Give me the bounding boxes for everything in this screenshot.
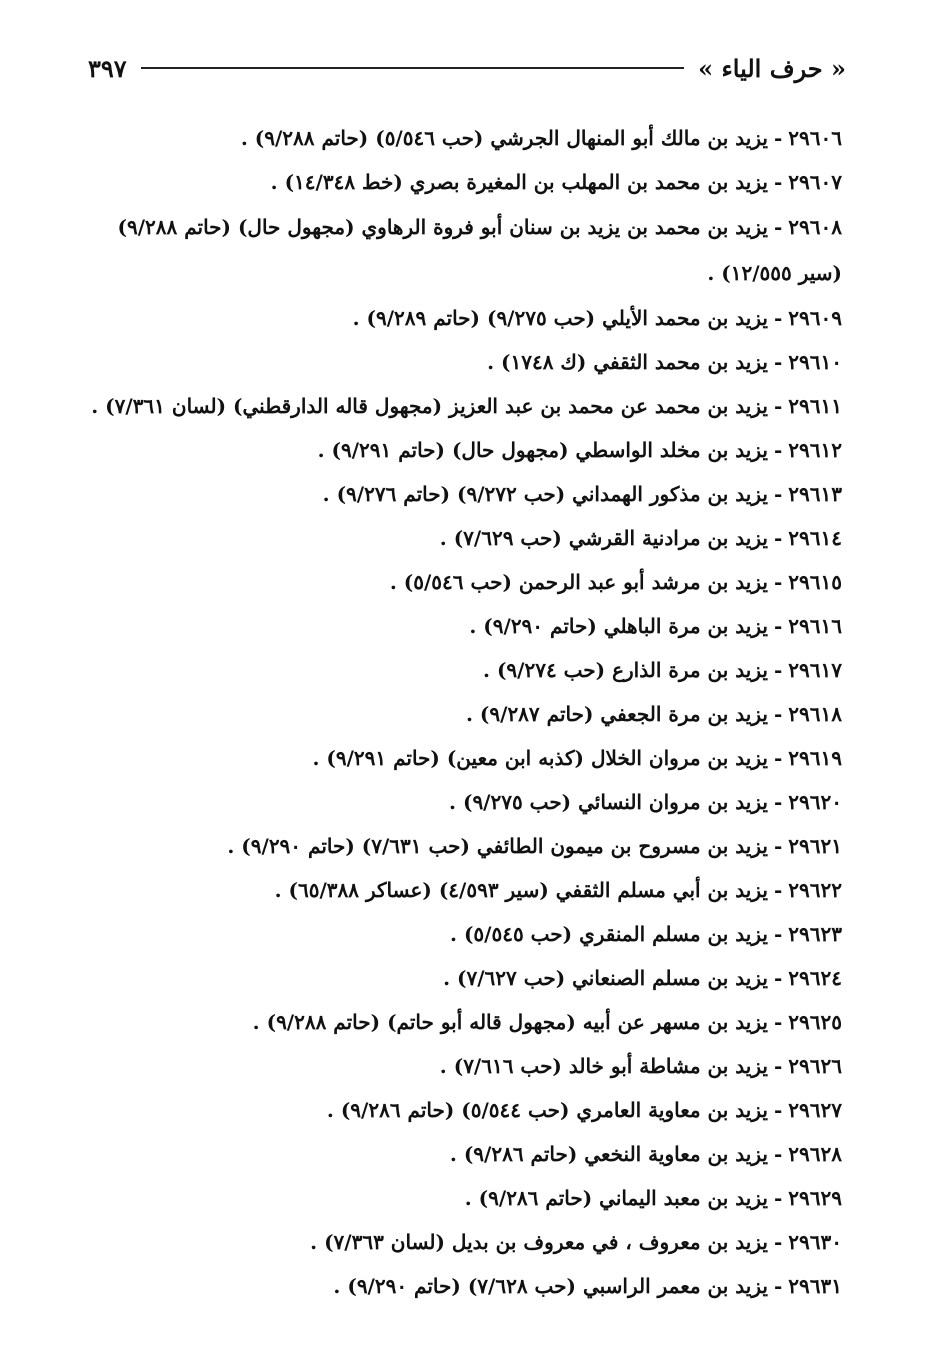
- entry-number: ٢٩٦١٢: [788, 438, 842, 462]
- entry-separator: -: [773, 570, 783, 594]
- entry-text: يزيد بن مرة الجعفي (حاتم ٩/٢٨٧) .: [466, 702, 768, 726]
- entry-separator: -: [773, 658, 783, 682]
- entry-number: ٢٩٦٢١: [788, 834, 842, 858]
- list-item: [80, 384, 842, 428]
- entry-number: ٢٩٦٢٧: [788, 1098, 842, 1122]
- entry-text: يزيد بن محمد بن يزيد بن سنان أبو فروة الرهاوي (مجهول حال) (حاتم ٩/٢٨٨) (سير ١٢/٥٥٥) .: [117, 215, 842, 285]
- entry-number: ٢٩٦٢٢: [788, 878, 842, 902]
- chapter-title: « حرف الياء »: [698, 53, 846, 83]
- entry-text: يزيد بن معروف ، في معروف بن بديل (لسان ٧/٣٦٣) .: [310, 1230, 768, 1254]
- list-item: [80, 824, 842, 868]
- list-item: [80, 604, 842, 648]
- entry-number: ٢٩٦١٩: [788, 746, 842, 770]
- entry-separator: -: [773, 834, 783, 858]
- entry-separator: -: [773, 746, 783, 770]
- entry-text: يزيد بن مذكور الهمداني (حب ٩/٢٧٢) (حاتم ٩/٢٧٦) .: [322, 482, 768, 506]
- list-item: [80, 472, 842, 516]
- list-item: [80, 1132, 842, 1176]
- entry-text: يزيد بن مرة الذارع (حب ٩/٢٧٤) .: [483, 658, 768, 682]
- list-item: [80, 340, 842, 384]
- entry-number: ٢٩٦١٤: [788, 526, 842, 550]
- list-item: [80, 1264, 842, 1308]
- entry-number: ٢٩٦١٣: [788, 482, 842, 506]
- entry-separator: -: [773, 878, 783, 902]
- entry-text: يزيد بن مرة الباهلي (حاتم ٩/٢٩٠) .: [469, 614, 768, 638]
- entry-text: يزيد بن مالك أبو المنهال الجرشي (حب ٥/٥٤٦) (حاتم ٩/٢٨٨) .: [240, 126, 768, 150]
- entry-separator: -: [773, 215, 783, 239]
- list-item: [80, 560, 842, 604]
- entry-text: يزيد بن معبد اليماني (حاتم ٩/٢٨٦) .: [464, 1186, 768, 1210]
- entry-number: ٢٩٦١١: [788, 394, 842, 418]
- entry-number: ٢٩٦١٥: [788, 570, 842, 594]
- page-header: [88, 50, 846, 86]
- list-item: [80, 1220, 842, 1264]
- list-item: [80, 428, 842, 472]
- entry-text: يزيد بن محمد الأيلي (حب ٩/٢٧٥) (حاتم ٩/٢٨٩) .: [352, 306, 768, 330]
- entry-separator: -: [773, 1054, 783, 1078]
- entry-number: ٢٩٦١٠: [788, 350, 842, 374]
- entry-list: [80, 116, 842, 1308]
- entry-text: يزيد بن مسروح بن ميمون الطائفي (حب ٧/٦٣١) (حاتم ٩/٢٩٠) .: [227, 834, 768, 858]
- entry-number: ٢٩٦٢٠: [788, 790, 842, 814]
- list-item: [80, 1088, 842, 1132]
- entry-number: ٢٩٦١٨: [788, 702, 842, 726]
- list-item: [80, 204, 842, 296]
- list-item: [80, 296, 842, 340]
- entry-number: ٢٩٦٢٨: [788, 1142, 842, 1166]
- list-item: [80, 160, 842, 204]
- list-item: [80, 736, 842, 780]
- list-item: [80, 956, 842, 1000]
- entry-number: ٢٩٦٣٠: [788, 1230, 842, 1254]
- entry-separator: -: [773, 1098, 783, 1122]
- entry-number: ٢٩٦٠٧: [788, 170, 842, 194]
- entry-separator: -: [773, 1186, 783, 1210]
- entry-number: ٢٩٦٠٩: [788, 306, 842, 330]
- entry-text: يزيد بن مسلم المنقري (حب ٥/٥٤٥) .: [450, 922, 768, 946]
- entry-separator: -: [773, 170, 783, 194]
- list-item: [80, 648, 842, 692]
- entry-number: ٢٩٦٠٨: [788, 215, 842, 239]
- entry-text: يزيد بن أبي مسلم الثقفي (سير ٤/٥٩٣) (عساكر ٦٥/٣٨٨) .: [274, 878, 768, 902]
- entry-separator: -: [773, 1142, 783, 1166]
- entry-separator: -: [773, 922, 783, 946]
- entry-separator: -: [773, 790, 783, 814]
- entry-text: يزيد بن محمد بن المهلب بن المغيرة بصري (خط ١٤/٣٤٨) .: [270, 170, 768, 194]
- entry-number: ٢٩٦٢٤: [788, 966, 842, 990]
- entry-number: ٢٩٦١٦: [788, 614, 842, 638]
- entry-number: ٢٩٦١٧: [788, 658, 842, 682]
- entry-separator: -: [773, 702, 783, 726]
- header-rule: [141, 67, 684, 69]
- list-item: [80, 868, 842, 912]
- entry-separator: -: [773, 350, 783, 374]
- entry-separator: -: [773, 482, 783, 506]
- list-item: [80, 116, 842, 160]
- entry-separator: -: [773, 1230, 783, 1254]
- list-item: [80, 516, 842, 560]
- entry-text: يزيد بن مسلم الصنعاني (حب ٧/٦٢٧) .: [443, 966, 768, 990]
- entry-text: يزيد بن معاوية العامري (حب ٥/٥٤٤) (حاتم ٩/٢٨٦) .: [326, 1098, 768, 1122]
- entry-separator: -: [773, 526, 783, 550]
- entry-number: ٢٩٦٠٦: [788, 126, 842, 150]
- entry-number: ٢٩٦٢٦: [788, 1054, 842, 1078]
- entry-separator: -: [773, 614, 783, 638]
- entry-text: يزيد بن محمد الثقفي (ك ١٧٤٨) .: [487, 350, 768, 374]
- entry-text: يزيد بن مشاطة أبو خالد (حب ٧/٦١٦) .: [439, 1054, 768, 1078]
- entry-text: يزيد بن مخلد الواسطي (مجهول حال) (حاتم ٩/٢٩١) .: [317, 438, 768, 462]
- page-number: ٣٩٧: [88, 53, 127, 83]
- list-item: [80, 780, 842, 824]
- entry-number: ٢٩٦٢٣: [788, 922, 842, 946]
- entry-text: يزيد بن معاوية النخعي (حاتم ٩/٢٨٦) .: [449, 1142, 768, 1166]
- entry-separator: -: [773, 1010, 783, 1034]
- entry-separator: -: [773, 438, 783, 462]
- entry-separator: -: [773, 394, 783, 418]
- list-item: [80, 1044, 842, 1088]
- entry-text: يزيد بن مروان الخلال (كذبه ابن معين) (حاتم ٩/٢٩١) .: [312, 746, 768, 770]
- list-item: [80, 692, 842, 736]
- entry-text: يزيد بن معمر الراسبي (حب ٧/٦٢٨) (حاتم ٩/٢٩٠) .: [333, 1274, 768, 1298]
- list-item: [80, 1176, 842, 1220]
- list-item: [80, 912, 842, 956]
- entry-text: يزيد بن مرادنية القرشي (حب ٧/٦٢٩) .: [439, 526, 768, 550]
- entry-text: يزيد بن مرشد أبو عبد الرحمن (حب ٥/٥٤٦) .: [389, 570, 768, 594]
- entry-number: ٢٩٦٢٩: [788, 1186, 842, 1210]
- entry-separator: -: [773, 306, 783, 330]
- entry-text: يزيد بن محمد عن محمد بن عبد العزيز (مجهول قاله الدارقطني) (لسان ٧/٣٦١) .: [91, 394, 768, 418]
- entry-number: ٢٩٦٣١: [788, 1274, 842, 1298]
- entry-text: يزيد بن مروان النسائي (حب ٩/٢٧٥) .: [449, 790, 768, 814]
- entry-separator: -: [773, 966, 783, 990]
- entry-number: ٢٩٦٢٥: [788, 1010, 842, 1034]
- list-item: [80, 1000, 842, 1044]
- entry-separator: -: [773, 1274, 783, 1298]
- entry-separator: -: [773, 126, 783, 150]
- entry-text: يزيد بن مسهر عن أبيه (مجهول قاله أبو حاتم) (حاتم ٩/٢٨٨) .: [252, 1010, 768, 1034]
